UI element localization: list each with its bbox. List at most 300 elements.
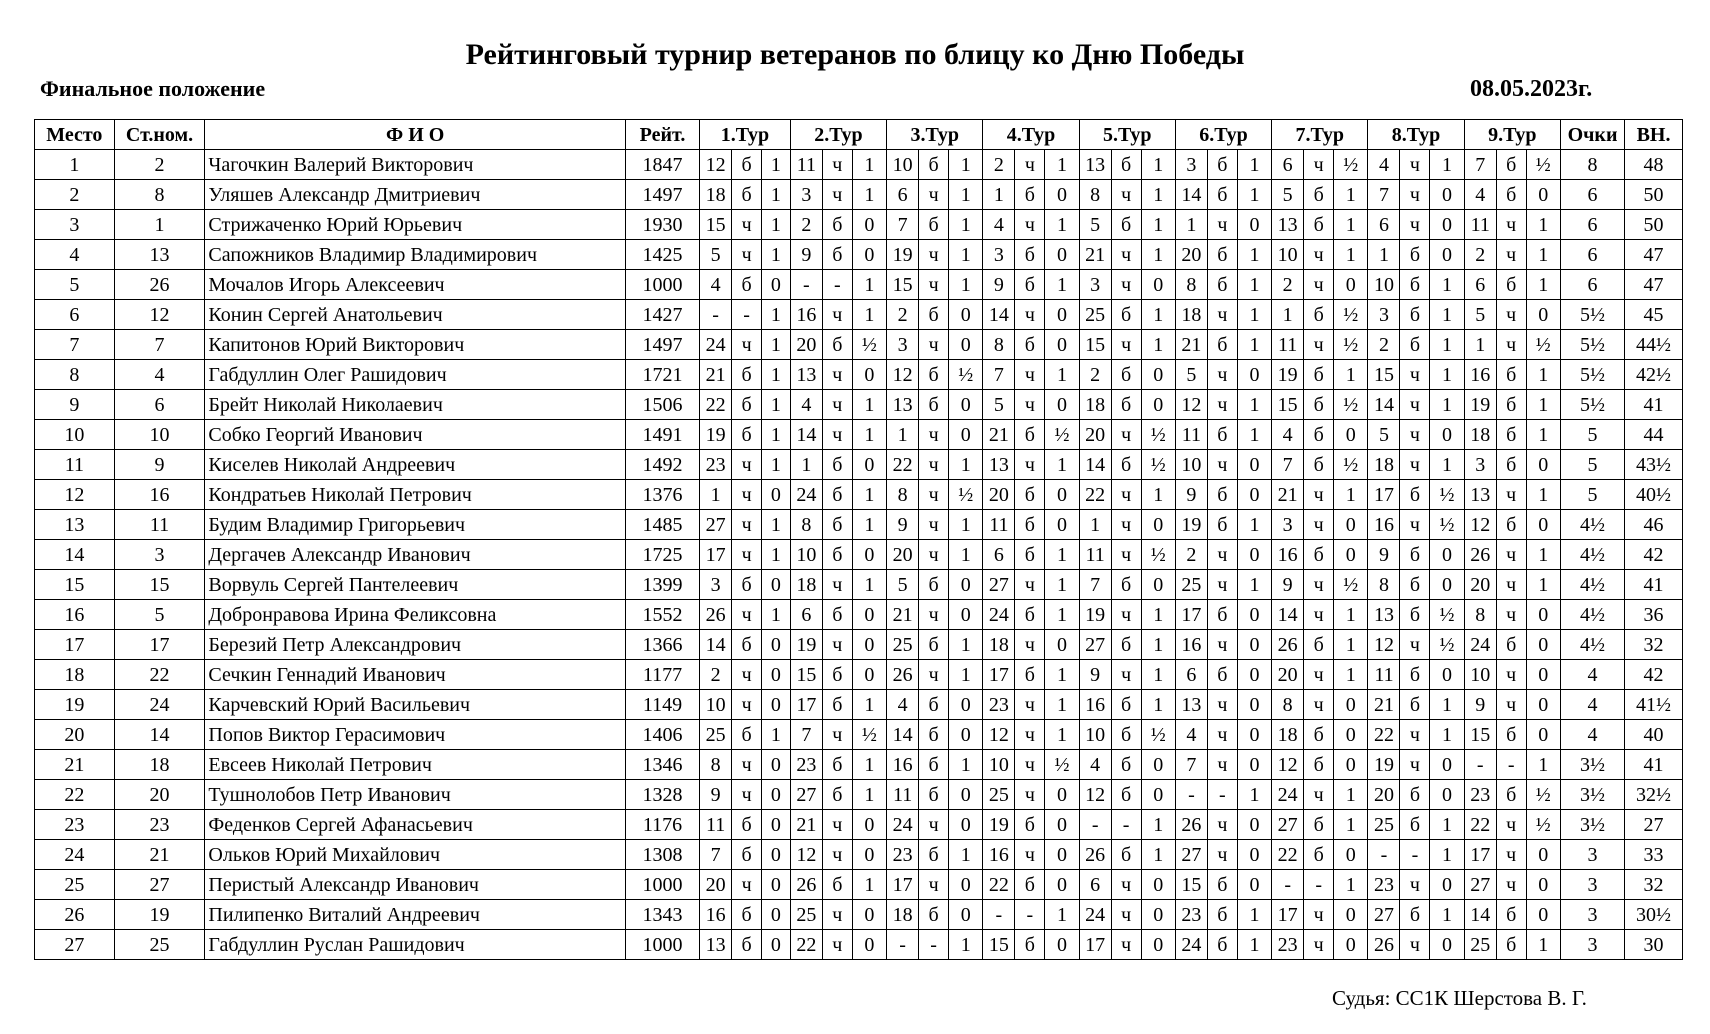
header-name: Ф И О <box>205 120 626 150</box>
rating-cell: 1497 <box>625 180 699 210</box>
tour-result-cell: 0 <box>1526 510 1560 540</box>
tour-opponent-cell: 12 <box>790 840 822 870</box>
tour-opponent-cell: 19 <box>887 240 919 270</box>
tour-opponent-cell: 11 <box>790 150 822 180</box>
tour-result-cell: 0 <box>852 840 886 870</box>
rating-cell: 1492 <box>625 450 699 480</box>
tour-result-cell: 0 <box>1526 870 1560 900</box>
tour-color-cell: - <box>732 300 762 330</box>
tour-result-cell: 1 <box>949 540 983 570</box>
tour-color-cell: ч <box>1496 570 1526 600</box>
tour-color-cell: б <box>1207 510 1237 540</box>
tour-opponent-cell: 1 <box>1175 210 1207 240</box>
tour-color-cell: ч <box>1304 240 1334 270</box>
table-row <box>35 570 1683 600</box>
player-name-cell: Попов Виктор Герасимович <box>205 720 626 750</box>
header-tour-2: 2.Тур <box>790 120 886 150</box>
place-cell: 26 <box>35 900 115 930</box>
tour-color-cell: ч <box>732 780 762 810</box>
tour-color-cell: ч <box>1015 780 1045 810</box>
tour-color-cell: ч <box>732 690 762 720</box>
rating-cell: 1399 <box>625 570 699 600</box>
tour-opponent-cell: 25 <box>1464 930 1496 960</box>
tour-opponent-cell: 7 <box>1079 570 1111 600</box>
points-cell: 6 <box>1560 240 1624 270</box>
tour-opponent-cell: - <box>887 930 919 960</box>
tour-opponent-cell: 16 <box>1079 690 1111 720</box>
tour-result-cell: 0 <box>762 480 791 510</box>
tour-result-cell: 1 <box>949 840 983 870</box>
header-tiebreak: ВН. <box>1625 120 1683 150</box>
tour-color-cell: ч <box>1015 570 1045 600</box>
tour-result-cell: 0 <box>1430 420 1464 450</box>
tour-color-cell: ч <box>1015 210 1045 240</box>
tour-opponent-cell: 3 <box>790 180 822 210</box>
tour-result-cell: 0 <box>1237 870 1271 900</box>
tour-color-cell: б <box>1304 720 1334 750</box>
tiebreak-cell: 47 <box>1625 240 1683 270</box>
tour-color-cell: б <box>1111 390 1141 420</box>
table-row <box>35 510 1683 540</box>
tour-color-cell: ч <box>1111 600 1141 630</box>
tour-opponent-cell: 19 <box>790 630 822 660</box>
tour-color-cell: б <box>822 690 852 720</box>
tour-result-cell: 1 <box>852 750 886 780</box>
tour-color-cell: б <box>919 750 949 780</box>
tour-opponent-cell: 5 <box>700 240 732 270</box>
tour-opponent-cell: 18 <box>887 900 919 930</box>
standings-table <box>34 119 1683 960</box>
tour-opponent-cell: 10 <box>1464 660 1496 690</box>
tour-opponent-cell: 7 <box>887 210 919 240</box>
tour-opponent-cell: 26 <box>1464 540 1496 570</box>
tour-color-cell: ч <box>1400 420 1430 450</box>
points-cell: 3 <box>1560 870 1624 900</box>
tour-result-cell: 1 <box>762 540 791 570</box>
tiebreak-cell: 40½ <box>1625 480 1683 510</box>
tour-result-cell: 1 <box>852 570 886 600</box>
tiebreak-cell: 30½ <box>1625 900 1683 930</box>
tour-opponent-cell: 8 <box>983 330 1015 360</box>
tour-opponent-cell: 24 <box>983 600 1015 630</box>
tour-opponent-cell: 16 <box>1368 510 1400 540</box>
start-number-cell: 8 <box>114 180 205 210</box>
tour-color-cell: - <box>1015 900 1045 930</box>
tour-color-cell: ч <box>822 180 852 210</box>
tour-result-cell: 1 <box>1430 720 1464 750</box>
tour-color-cell: ч <box>1207 210 1237 240</box>
tour-result-cell: 0 <box>762 840 791 870</box>
tour-result-cell: 0 <box>1430 180 1464 210</box>
points-cell: 5 <box>1560 480 1624 510</box>
tour-opponent-cell: 3 <box>1368 300 1400 330</box>
tour-color-cell: ч <box>1400 390 1430 420</box>
tour-result-cell: ½ <box>1526 810 1560 840</box>
tour-opponent-cell: 22 <box>887 450 919 480</box>
tour-result-cell: 0 <box>852 600 886 630</box>
tour-color-cell: б <box>732 150 762 180</box>
tour-result-cell: ½ <box>852 330 886 360</box>
tour-result-cell: 0 <box>1045 630 1079 660</box>
tour-color-cell: б <box>1400 660 1430 690</box>
tour-color-cell: б <box>919 840 949 870</box>
place-cell: 1 <box>35 150 115 180</box>
tour-color-cell: б <box>732 570 762 600</box>
tour-result-cell: 0 <box>1430 570 1464 600</box>
tour-result-cell: 0 <box>1526 720 1560 750</box>
rating-cell: 1725 <box>625 540 699 570</box>
tour-result-cell: 1 <box>1141 330 1175 360</box>
tour-color-cell: ч <box>919 330 949 360</box>
tour-opponent-cell: 23 <box>1272 930 1304 960</box>
tour-result-cell: 1 <box>1045 900 1079 930</box>
tour-color-cell: ч <box>1207 300 1237 330</box>
tour-color-cell: б <box>732 180 762 210</box>
tour-color-cell: - <box>1111 810 1141 840</box>
rating-cell: 1000 <box>625 930 699 960</box>
place-cell: 20 <box>35 720 115 750</box>
start-number-cell: 3 <box>114 540 205 570</box>
tour-color-cell: ч <box>822 420 852 450</box>
tour-result-cell: 1 <box>1237 900 1271 930</box>
tour-color-cell: ч <box>1400 720 1430 750</box>
tour-result-cell: 0 <box>1045 240 1079 270</box>
tour-result-cell: 0 <box>1526 630 1560 660</box>
tour-result-cell: 1 <box>1334 780 1368 810</box>
tour-color-cell: ч <box>919 480 949 510</box>
tour-color-cell: ч <box>732 750 762 780</box>
tour-color-cell: ч <box>732 210 762 240</box>
tour-opponent-cell: 6 <box>983 540 1015 570</box>
tour-result-cell: 1 <box>762 390 791 420</box>
tour-result-cell: 0 <box>1237 630 1271 660</box>
tour-opponent-cell: 7 <box>1464 150 1496 180</box>
tour-opponent-cell: 4 <box>983 210 1015 240</box>
tour-color-cell: б <box>1400 600 1430 630</box>
tour-result-cell: 1 <box>1334 660 1368 690</box>
start-number-cell: 9 <box>114 450 205 480</box>
tour-color-cell: б <box>919 570 949 600</box>
tour-opponent-cell: 10 <box>1368 270 1400 300</box>
tour-color-cell: б <box>919 780 949 810</box>
tour-color-cell: б <box>1111 210 1141 240</box>
tour-opponent-cell: 4 <box>1175 720 1207 750</box>
tour-result-cell: 0 <box>852 810 886 840</box>
tour-opponent-cell: - <box>700 300 732 330</box>
table-row <box>35 690 1683 720</box>
player-name-cell: Березий Петр Александрович <box>205 630 626 660</box>
tour-opponent-cell: 27 <box>983 570 1015 600</box>
tour-opponent-cell: 26 <box>887 660 919 690</box>
tour-opponent-cell: 17 <box>1079 930 1111 960</box>
tour-result-cell: 0 <box>1334 900 1368 930</box>
tour-opponent-cell: 20 <box>1368 780 1400 810</box>
tour-opponent-cell: 10 <box>1175 450 1207 480</box>
tour-result-cell: 0 <box>1141 510 1175 540</box>
tour-opponent-cell: 23 <box>700 450 732 480</box>
tiebreak-cell: 50 <box>1625 210 1683 240</box>
tour-result-cell: ½ <box>1141 540 1175 570</box>
tiebreak-cell: 47 <box>1625 270 1683 300</box>
tour-opponent-cell: 9 <box>983 270 1015 300</box>
tour-opponent-cell: 16 <box>1464 360 1496 390</box>
tour-color-cell: б <box>919 390 949 420</box>
tour-color-cell: ч <box>1304 570 1334 600</box>
tour-result-cell: 1 <box>1526 750 1560 780</box>
tour-opponent-cell: 10 <box>983 750 1015 780</box>
tour-result-cell: 0 <box>1045 930 1079 960</box>
tour-opponent-cell: 7 <box>700 840 732 870</box>
tour-result-cell: 1 <box>1526 360 1560 390</box>
tour-color-cell: ч <box>1015 360 1045 390</box>
tour-color-cell: ч <box>822 390 852 420</box>
player-name-cell: Сечкин Геннадий Иванович <box>205 660 626 690</box>
points-cell: 4 <box>1560 690 1624 720</box>
tour-result-cell: 1 <box>762 240 791 270</box>
tour-opponent-cell: 14 <box>790 420 822 450</box>
tour-color-cell: б <box>1496 420 1526 450</box>
tour-color-cell: б <box>1111 690 1141 720</box>
tiebreak-cell: 41 <box>1625 390 1683 420</box>
tour-color-cell: ч <box>1304 270 1334 300</box>
tour-result-cell: 0 <box>852 240 886 270</box>
tour-color-cell: б <box>732 360 762 390</box>
tour-opponent-cell: 14 <box>887 720 919 750</box>
tour-opponent-cell: 27 <box>700 510 732 540</box>
tiebreak-cell: 48 <box>1625 150 1683 180</box>
player-name-cell: Ольков Юрий Михайлович <box>205 840 626 870</box>
tour-color-cell: б <box>1496 360 1526 390</box>
tour-color-cell: ч <box>1304 150 1334 180</box>
tour-result-cell: 1 <box>1141 210 1175 240</box>
tour-opponent-cell: 26 <box>1272 630 1304 660</box>
tour-color-cell: ч <box>732 600 762 630</box>
tour-color-cell: б <box>1400 540 1430 570</box>
tour-color-cell: б <box>1304 810 1334 840</box>
tour-result-cell: 0 <box>1141 930 1175 960</box>
tour-result-cell: 1 <box>762 150 791 180</box>
player-name-cell: Добронравова Ирина Феликсовна <box>205 600 626 630</box>
tour-opponent-cell: 27 <box>790 780 822 810</box>
tour-result-cell: 1 <box>1141 690 1175 720</box>
place-cell: 9 <box>35 390 115 420</box>
player-name-cell: Дергачев Александр Иванович <box>205 540 626 570</box>
tour-opponent-cell: 15 <box>700 210 732 240</box>
place-cell: 16 <box>35 600 115 630</box>
tour-opponent-cell: 25 <box>887 630 919 660</box>
tour-color-cell: ч <box>1111 870 1141 900</box>
tour-color-cell: - <box>1207 780 1237 810</box>
tour-result-cell: 0 <box>1141 780 1175 810</box>
tour-color-cell: ч <box>822 630 852 660</box>
tour-opponent-cell: 13 <box>1079 150 1111 180</box>
tour-result-cell: 1 <box>852 390 886 420</box>
player-name-cell: Габдуллин Руслан Рашидович <box>205 930 626 960</box>
tour-result-cell: 0 <box>1237 810 1271 840</box>
tour-result-cell: 1 <box>1430 270 1464 300</box>
tour-opponent-cell: 23 <box>1175 900 1207 930</box>
tour-result-cell: 1 <box>762 600 791 630</box>
tour-result-cell: 0 <box>1526 180 1560 210</box>
points-cell: 5½ <box>1560 360 1624 390</box>
tour-color-cell: ч <box>1207 450 1237 480</box>
tour-opponent-cell: 21 <box>1272 480 1304 510</box>
tour-opponent-cell: 19 <box>983 810 1015 840</box>
header-tour-9: 9.Тур <box>1464 120 1560 150</box>
tour-opponent-cell: 14 <box>1464 900 1496 930</box>
tour-opponent-cell: - <box>1079 810 1111 840</box>
tour-result-cell: 1 <box>1237 780 1271 810</box>
tour-color-cell: ч <box>1111 510 1141 540</box>
table-row <box>35 240 1683 270</box>
tour-color-cell: б <box>1015 480 1045 510</box>
tour-result-cell: 1 <box>1045 690 1079 720</box>
tour-color-cell: б <box>1496 510 1526 540</box>
tour-opponent-cell: 14 <box>700 630 732 660</box>
start-number-cell: 4 <box>114 360 205 390</box>
tournament-title: Рейтинговый турнир ветеранов по блицу ко Дню Победы <box>465 38 1245 71</box>
tour-color-cell: ч <box>732 240 762 270</box>
tour-color-cell: ч <box>1207 840 1237 870</box>
tour-color-cell: ч <box>1304 330 1334 360</box>
tour-color-cell: б <box>1496 900 1526 930</box>
tour-result-cell: 1 <box>1334 630 1368 660</box>
tiebreak-cell: 41 <box>1625 570 1683 600</box>
tour-color-cell: б <box>1111 360 1141 390</box>
table-row <box>35 720 1683 750</box>
tour-opponent-cell: 23 <box>1464 780 1496 810</box>
tour-color-cell: ч <box>1111 900 1141 930</box>
tour-result-cell: 0 <box>762 900 791 930</box>
points-cell: 6 <box>1560 210 1624 240</box>
tiebreak-cell: 30 <box>1625 930 1683 960</box>
tour-result-cell: 1 <box>762 180 791 210</box>
points-cell: 4½ <box>1560 630 1624 660</box>
tour-color-cell: б <box>1400 780 1430 810</box>
tour-color-cell: ч <box>919 870 949 900</box>
tour-result-cell: ½ <box>1141 420 1175 450</box>
tour-color-cell: б <box>822 600 852 630</box>
header-tour-3: 3.Тур <box>887 120 983 150</box>
tour-result-cell: 1 <box>1237 930 1271 960</box>
tour-opponent-cell: 9 <box>790 240 822 270</box>
tour-opponent-cell: 8 <box>1272 690 1304 720</box>
start-number-cell: 15 <box>114 570 205 600</box>
rating-cell: 1177 <box>625 660 699 690</box>
tour-result-cell: 1 <box>1237 510 1271 540</box>
start-number-cell: 14 <box>114 720 205 750</box>
tour-opponent-cell: 22 <box>700 390 732 420</box>
tiebreak-cell: 42½ <box>1625 360 1683 390</box>
tour-opponent-cell: 19 <box>1079 600 1111 630</box>
tour-result-cell: 0 <box>1334 750 1368 780</box>
tour-color-cell: б <box>1400 570 1430 600</box>
tour-opponent-cell: - <box>1175 780 1207 810</box>
rating-cell: 1000 <box>625 870 699 900</box>
table-row <box>35 780 1683 810</box>
tour-result-cell: 0 <box>1045 180 1079 210</box>
tour-opponent-cell: 25 <box>1368 810 1400 840</box>
rating-cell: 1552 <box>625 600 699 630</box>
tour-opponent-cell: 20 <box>983 480 1015 510</box>
tour-color-cell: ч <box>1304 660 1334 690</box>
tour-result-cell: ½ <box>1045 750 1079 780</box>
tour-opponent-cell: 19 <box>1464 390 1496 420</box>
header-start-number: Ст.ном. <box>114 120 205 150</box>
tour-color-cell: б <box>732 630 762 660</box>
rating-cell: 1427 <box>625 300 699 330</box>
tour-color-cell: - <box>1496 750 1526 780</box>
tour-opponent-cell: 4 <box>790 390 822 420</box>
tour-color-cell: ч <box>822 570 852 600</box>
tour-color-cell: ч <box>1496 690 1526 720</box>
tour-color-cell: б <box>1015 270 1045 300</box>
tour-opponent-cell: 22 <box>790 930 822 960</box>
tour-color-cell: б <box>822 210 852 240</box>
tour-color-cell: б <box>1015 330 1045 360</box>
rating-cell: 1376 <box>625 480 699 510</box>
tour-result-cell: 1 <box>1334 480 1368 510</box>
player-name-cell: Феденков Сергей Афанасьевич <box>205 810 626 840</box>
tour-color-cell: б <box>732 420 762 450</box>
tour-opponent-cell: 10 <box>1272 240 1304 270</box>
tour-opponent-cell: 1 <box>1368 240 1400 270</box>
tour-opponent-cell: 11 <box>1175 420 1207 450</box>
tour-color-cell: б <box>1496 630 1526 660</box>
tour-opponent-cell: 11 <box>700 810 732 840</box>
tour-color-cell: ч <box>1111 930 1141 960</box>
tour-color-cell: ч <box>822 720 852 750</box>
tour-color-cell: б <box>732 930 762 960</box>
points-cell: 3½ <box>1560 780 1624 810</box>
tour-result-cell: ½ <box>949 480 983 510</box>
tour-color-cell: ч <box>1496 870 1526 900</box>
tour-result-cell: 0 <box>1237 480 1271 510</box>
tour-color-cell: ч <box>1304 600 1334 630</box>
tour-color-cell: б <box>822 450 852 480</box>
tour-result-cell: 0 <box>1141 270 1175 300</box>
points-cell: 4½ <box>1560 540 1624 570</box>
tour-result-cell: 0 <box>762 870 791 900</box>
tour-color-cell: ч <box>919 180 949 210</box>
tour-result-cell: 1 <box>852 510 886 540</box>
tour-color-cell: б <box>1304 210 1334 240</box>
tour-opponent-cell: 13 <box>887 390 919 420</box>
tour-opponent-cell: - <box>790 270 822 300</box>
tour-opponent-cell: 21 <box>700 360 732 390</box>
tour-opponent-cell: 8 <box>1464 600 1496 630</box>
place-cell: 27 <box>35 930 115 960</box>
tiebreak-cell: 32 <box>1625 870 1683 900</box>
tiebreak-cell: 41½ <box>1625 690 1683 720</box>
player-name-cell: Ворвуль Сергей Пантелеевич <box>205 570 626 600</box>
tour-opponent-cell: 7 <box>1272 450 1304 480</box>
tour-opponent-cell: 23 <box>983 690 1015 720</box>
points-cell: 4½ <box>1560 510 1624 540</box>
tour-result-cell: 0 <box>1045 870 1079 900</box>
tour-result-cell: 0 <box>1334 930 1368 960</box>
tour-result-cell: 1 <box>1045 720 1079 750</box>
tour-opponent-cell: 15 <box>1079 330 1111 360</box>
tour-color-cell: б <box>1400 810 1430 840</box>
place-cell: 11 <box>35 450 115 480</box>
tour-color-cell: ч <box>1207 360 1237 390</box>
tour-result-cell: 0 <box>852 210 886 240</box>
table-row <box>35 180 1683 210</box>
tour-color-cell: ч <box>919 810 949 840</box>
tour-opponent-cell: 3 <box>1079 270 1111 300</box>
tour-opponent-cell: 16 <box>983 840 1015 870</box>
